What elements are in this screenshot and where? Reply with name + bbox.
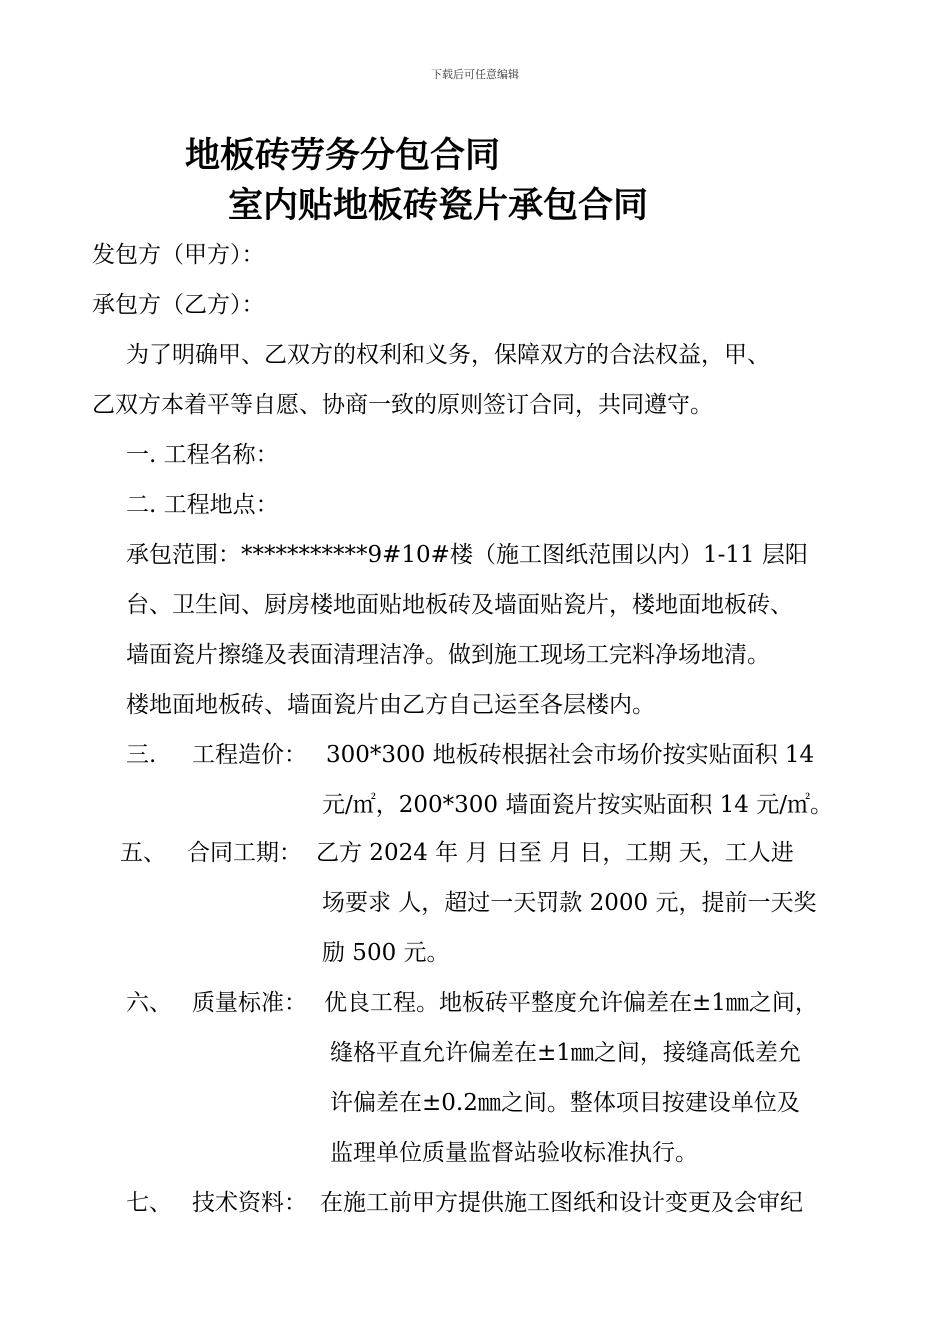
scope-line: 台、卫生间、厨房楼地面贴地板砖及墙面贴瓷片，楼地面地板砖、	[126, 592, 793, 618]
item3-number: 三.	[126, 742, 157, 768]
item-project-location: 二. 工程地点：	[126, 492, 279, 518]
party-b-line: 承包方（乙方）：	[92, 292, 265, 318]
item6-number: 六、	[126, 990, 172, 1016]
scope-line: 楼地面地板砖、墙面瓷片由乙方自己运至各层楼内。	[126, 692, 655, 718]
item-project-name: 一. 工程名称：	[126, 442, 279, 468]
item7-label: 技术资料：	[192, 1190, 307, 1216]
item5-label: 合同工期：	[187, 840, 302, 866]
item7-line: 在施工前甲方提供施工图纸和设计变更及会审纪	[320, 1190, 803, 1216]
intro-line: 乙双方本着平等自愿、协商一致的原则签订合同，共同遵守。	[92, 392, 713, 418]
item6-line: 许偏差在±0.2㎜之间。整体项目按建设单位及	[330, 1090, 800, 1116]
intro-line: 为了明确甲、乙双方的权利和义务，保障双方的合法权益，甲、	[126, 342, 770, 368]
item6-label: 质量标准：	[192, 990, 307, 1016]
item6-line: 监理单位质量监督站验收标准执行。	[330, 1140, 698, 1166]
party-a-line: 发包方（甲方）：	[92, 242, 265, 268]
scope-line: 承包范围：***********9#10#楼（施工图纸范围以内）1-11 层阳	[126, 542, 808, 568]
item6-line: 缝格平直允许偏差在±1㎜之间，接缝高低差允	[330, 1040, 801, 1066]
item3-label: 工程造价：	[192, 742, 307, 768]
document-subtitle: 室内贴地板砖瓷片承包合同	[228, 186, 649, 226]
item3-line: 元/㎡，200*300 墙面瓷片按实贴面积 14 元/㎡。	[322, 792, 833, 818]
item5-number: 五、	[120, 840, 166, 866]
page-header: 下载后可任意编辑	[431, 68, 519, 81]
document-title: 地板砖劳务分包合同	[185, 136, 501, 176]
item3-line: 300*300 地板砖根据社会市场价按实贴面积 14	[326, 742, 815, 768]
item5-line: 场要求 人，超过一天罚款 2000 元，提前一天奖	[322, 890, 817, 916]
item5-line: 乙方 2024 年 月 日至 月 日，工期 天，工人进	[316, 840, 794, 866]
item5-line: 励 500 元。	[322, 940, 450, 966]
item6-line: 优良工程。地板砖平整度允许偏差在±1㎜之间，	[324, 990, 818, 1016]
scope-line: 墙面瓷片擦缝及表面清理洁净。做到施工现场工完料净场地清。	[126, 642, 770, 668]
item7-number: 七、	[126, 1190, 172, 1216]
